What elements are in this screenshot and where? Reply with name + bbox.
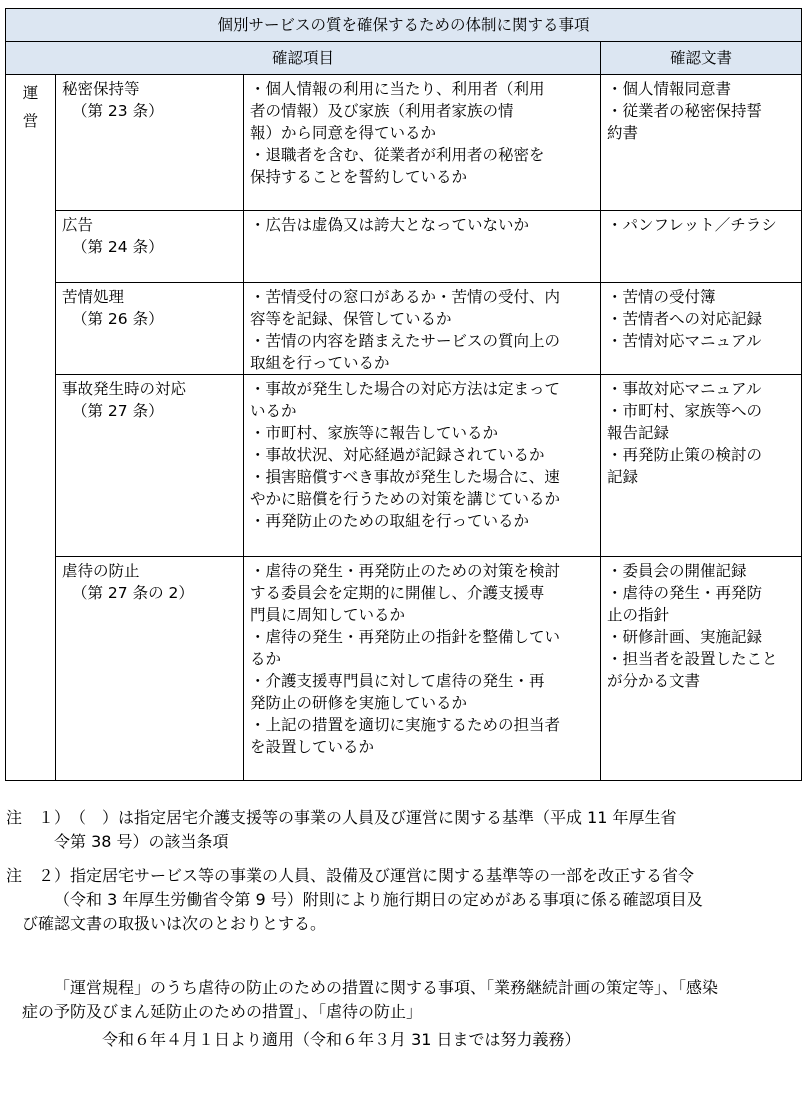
item-name: 広告 (62, 216, 94, 234)
item-name: 秘密保持等 (62, 80, 140, 98)
doc-line: ・研修計画、実施記録 (607, 628, 763, 646)
doc-line: ・委員会の開催記録 (607, 562, 747, 580)
content-line: いるか (250, 402, 297, 420)
item-name: 事故発生時の対応 (62, 380, 187, 398)
doc-line: 止の指針 (607, 606, 670, 624)
content-cell (244, 75, 601, 211)
confirmation-table (5, 8, 802, 781)
note-2-line-1: 指定居宅サービス等の事業の人員、設備及び運営に関する基準等の一部を改正する省令 (70, 866, 695, 885)
note-2-label: 注 ２） (6, 866, 71, 885)
docs-cell (601, 557, 802, 781)
item-cell (56, 375, 244, 557)
doc-line: ・市町村、家族等への (607, 402, 763, 420)
item-article: （第 26 条） (72, 310, 164, 328)
category-cell (6, 75, 56, 781)
doc-line: ・苦情の受付簿 (607, 288, 716, 306)
content-line: 発防止の研修を実施しているか (250, 694, 468, 712)
content-line: るか (250, 650, 282, 668)
item-article: （第 27 条） (72, 402, 164, 420)
item-cell (56, 557, 244, 781)
doc-line: ・従業者の秘密保持誓 (607, 102, 763, 120)
content-line: 保持することを誓約しているか (250, 168, 468, 186)
doc-line: 記録 (607, 468, 639, 486)
content-line: ・介護支援専門員に対して虐待の発生・再 (250, 672, 545, 690)
doc-line: ・パンフレット／チラシ (607, 216, 777, 234)
notes-section (6, 806, 801, 1052)
item-cell (56, 283, 244, 375)
content-line: ・苦情受付の窓口があるか・苦情の受付、内 (250, 288, 561, 306)
docs-cell (601, 375, 802, 557)
table-row (6, 375, 802, 557)
note-1 (6, 806, 801, 830)
item-article: （第 23 条） (72, 102, 164, 120)
content-line: やかに賠償を行うための対策を講じているか (250, 490, 561, 508)
column-header-items: 確認項目 (6, 42, 601, 75)
content-line: 者の情報）及び家族（利用者家族の情 (250, 102, 514, 120)
content-cell (244, 211, 601, 283)
note-2-line-3: び確認文書の取扱いは次のとおりとする。 (22, 914, 327, 933)
content-line: ・虐待の発生・再発防止のための対策を検討 (250, 562, 561, 580)
table-row (6, 283, 802, 375)
doc-line: ・再発防止策の検討の (607, 446, 763, 464)
item-article: （第 24 条） (72, 238, 164, 256)
doc-line: ・虐待の発生・再発防 (607, 584, 763, 602)
note-1-label: 注 １） (6, 808, 71, 827)
note-1-line-2: 令第 38 号）の該当条項 (54, 832, 229, 851)
table-title: 個別サービスの質を確保するための体制に関する事項 (6, 9, 802, 42)
note-2 (6, 864, 801, 888)
apply-date: 令和６年４月１日より適用（令和６年３月 31 日までは努力義務） (102, 1030, 581, 1049)
content-line: ・上記の措置を適切に実施するための担当者 (250, 716, 561, 734)
item-article: （第 27 条の 2） (72, 584, 194, 602)
content-line: 報）から同意を得ているか (250, 124, 437, 142)
content-line: ・市町村、家族等に報告しているか (250, 424, 499, 442)
doc-line: が分かる文書 (607, 672, 701, 690)
note-1-line-1: （ ）は指定居宅介護支援等の事業の人員及び運営に関する基準（平成 11 年厚生省 (70, 808, 677, 827)
doc-line: ・事故対応マニュアル (607, 380, 762, 398)
item-name: 虐待の防止 (62, 562, 140, 580)
content-cell (244, 283, 601, 375)
category-char: 営 (22, 112, 39, 130)
table-row (6, 211, 802, 283)
content-line: ・広告は虚偽又は誇大となっていないか (250, 216, 530, 234)
content-line: する委員会を定期的に開催し、介護支援専 (250, 584, 545, 602)
content-line: ・損害賠償すべき事故が発生した場合に、速 (250, 468, 560, 486)
content-line: 容等を記録、保管しているか (250, 310, 452, 328)
content-line: ・個人情報の利用に当たり、利用者（利用 (250, 80, 545, 98)
content-line: ・苦情の内容を踏まえたサービスの質向上の (250, 332, 561, 350)
content-line: ・事故が発生した場合の対応方法は定まって (250, 380, 561, 398)
paragraph-line-2: 症の予防及びまん延防止のための措置」、「虐待の防止」 (22, 1002, 423, 1021)
doc-line: 約書 (607, 124, 639, 142)
category-char: 運 (22, 84, 39, 102)
column-header-docs: 確認文書 (601, 42, 802, 75)
doc-line: ・苦情対応マニュアル (607, 332, 762, 350)
docs-cell (601, 75, 802, 211)
content-line: を設置しているか (250, 738, 375, 756)
doc-line: ・個人情報同意書 (607, 80, 732, 98)
item-cell (56, 211, 244, 283)
content-line: ・退職者を含む、従業者が利用者の秘密を (250, 146, 545, 164)
docs-cell (601, 211, 802, 283)
docs-cell (601, 283, 802, 375)
note-2-line-2: （令和 3 年厚生労働省令第 9 号）附則により施行期日の定めがある事項に係る確認項目及 (54, 890, 703, 909)
doc-line: ・苦情者への対応記録 (607, 310, 763, 328)
content-line: ・虐待の発生・再発防止の指針を整備してい (250, 628, 561, 646)
content-line: 取組を行っているか (250, 354, 390, 372)
item-cell (56, 75, 244, 211)
content-line: 門員に周知しているか (250, 606, 406, 624)
content-cell (244, 557, 601, 781)
item-name: 苦情処理 (62, 288, 125, 306)
table-row (6, 557, 802, 781)
doc-line: 報告記録 (607, 424, 670, 442)
doc-line: ・担当者を設置したこと (607, 650, 778, 668)
content-cell (244, 375, 601, 557)
paragraph-line-1: 「運営規程」のうち虐待の防止のための措置に関する事項、「業務継続計画の策定等」、「感染 (54, 978, 719, 997)
content-line: ・再発防止のための取組を行っているか (250, 512, 530, 530)
content-line: ・事故状況、対応経過が記録されているか (250, 446, 545, 464)
table-row (6, 75, 802, 211)
